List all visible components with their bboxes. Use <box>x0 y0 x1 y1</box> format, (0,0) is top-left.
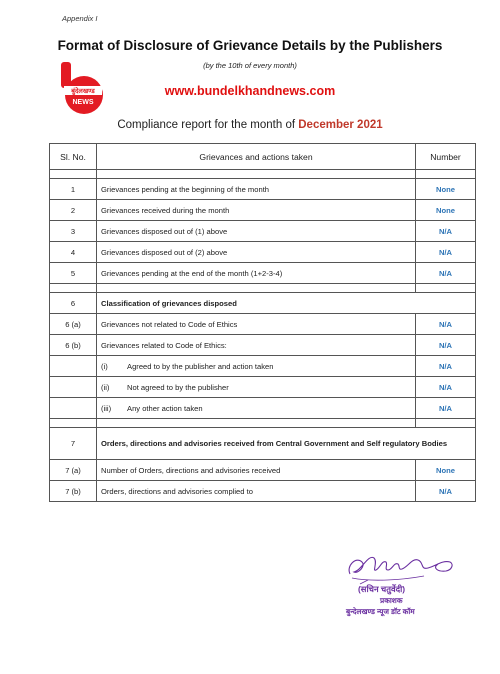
appendix-label: Appendix I <box>62 14 98 23</box>
row-number: None <box>416 460 476 481</box>
website-url: www.bundelkhandnews.com <box>164 84 336 98</box>
row-number: N/A <box>416 398 476 419</box>
page-subtitle: (by the 10th of every month) <box>203 61 297 70</box>
sub-item-numeral: (ii) <box>101 382 110 392</box>
signatory-name: (सचिन चतुर्वेदी) <box>358 584 406 594</box>
table-header-row <box>50 144 476 170</box>
row-desc <box>97 398 416 419</box>
col-header-number: Number <box>416 144 476 170</box>
report-heading <box>0 119 500 131</box>
row-sl: 3 <box>50 221 97 242</box>
signatory-role: प्रकाशक <box>380 596 403 605</box>
table-row <box>50 221 476 242</box>
spacer-row <box>50 284 476 293</box>
section-6-header-row <box>50 293 476 314</box>
row-desc: Grievances disposed out of (1) above <box>97 221 416 242</box>
table-row <box>50 398 476 419</box>
signatory-org: बुन्देलखण्ड न्यूज डॉट कॉम <box>346 607 415 616</box>
section-6-sl: 6 <box>50 293 97 314</box>
row-number: None <box>416 179 476 200</box>
row-desc: Grievances pending at the beginning of the month <box>97 179 416 200</box>
row-sl: 2 <box>50 200 97 221</box>
section-7-title: Orders, directions and advisories received from Central Government and Self regulatory Bodies <box>97 428 476 460</box>
row-number: N/A <box>416 377 476 398</box>
sub-item-text: Agreed to by the publisher and action taken <box>127 361 274 371</box>
row-number: N/A <box>416 481 476 502</box>
row-number: N/A <box>416 221 476 242</box>
row-sl: 4 <box>50 242 97 263</box>
row-sl: 6 (b) <box>50 335 97 356</box>
table-row <box>50 460 476 481</box>
row-desc: Orders, directions and advisories complied to <box>97 481 416 502</box>
logo-text-bottom: NEWS <box>72 99 94 106</box>
row-number: None <box>416 200 476 221</box>
table-row <box>50 179 476 200</box>
row-sl: 1 <box>50 179 97 200</box>
row-desc: Grievances received during the month <box>97 200 416 221</box>
row-sl: 7 (b) <box>50 481 97 502</box>
row-number: N/A <box>416 335 476 356</box>
report-month: December 2021 <box>298 119 383 131</box>
logo-text-top: बुंदेलखण्ड <box>71 87 95 95</box>
table-row <box>50 242 476 263</box>
spacer-row <box>50 419 476 428</box>
table-row <box>50 200 476 221</box>
col-header-grievances: Grievances and actions taken <box>97 144 416 170</box>
row-sl: 7 (a) <box>50 460 97 481</box>
sub-item-text: Not agreed to by the publisher <box>127 382 229 392</box>
row-number: N/A <box>416 242 476 263</box>
table-row <box>50 481 476 502</box>
table-row <box>50 314 476 335</box>
row-number: N/A <box>416 263 476 284</box>
table-row <box>50 335 476 356</box>
row-sl: 5 <box>50 263 97 284</box>
section-7-sl: 7 <box>50 428 97 460</box>
row-desc: Number of Orders, directions and advisories received <box>97 460 416 481</box>
sub-item-numeral: (iii) <box>101 403 112 413</box>
row-desc <box>97 356 416 377</box>
table-row <box>50 263 476 284</box>
row-desc <box>97 377 416 398</box>
row-desc: Grievances not related to Code of Ethics <box>97 314 416 335</box>
row-number: N/A <box>416 356 476 377</box>
table-row <box>50 356 476 377</box>
col-header-sl-no: Sl. No. <box>50 144 97 170</box>
section-7-header-row <box>50 428 476 460</box>
grievance-table <box>49 143 476 502</box>
row-desc: Grievances pending at the end of the month (1+2-3-4) <box>97 263 416 284</box>
sub-item-numeral: (i) <box>101 361 108 371</box>
row-desc: Grievances disposed out of (2) above <box>97 242 416 263</box>
section-6-title: Classification of grievances disposed <box>97 293 476 314</box>
row-number: N/A <box>416 314 476 335</box>
row-desc: Grievances related to Code of Ethics: <box>97 335 416 356</box>
sub-item-text: Any other action taken <box>127 403 203 413</box>
row-sl: 6 (a) <box>50 314 97 335</box>
spacer-row <box>50 170 476 179</box>
page-title: Format of Disclosure of Grievance Details by the Publishers <box>57 38 443 53</box>
report-prefix: Compliance report for the month of <box>117 119 299 131</box>
table-row <box>50 377 476 398</box>
